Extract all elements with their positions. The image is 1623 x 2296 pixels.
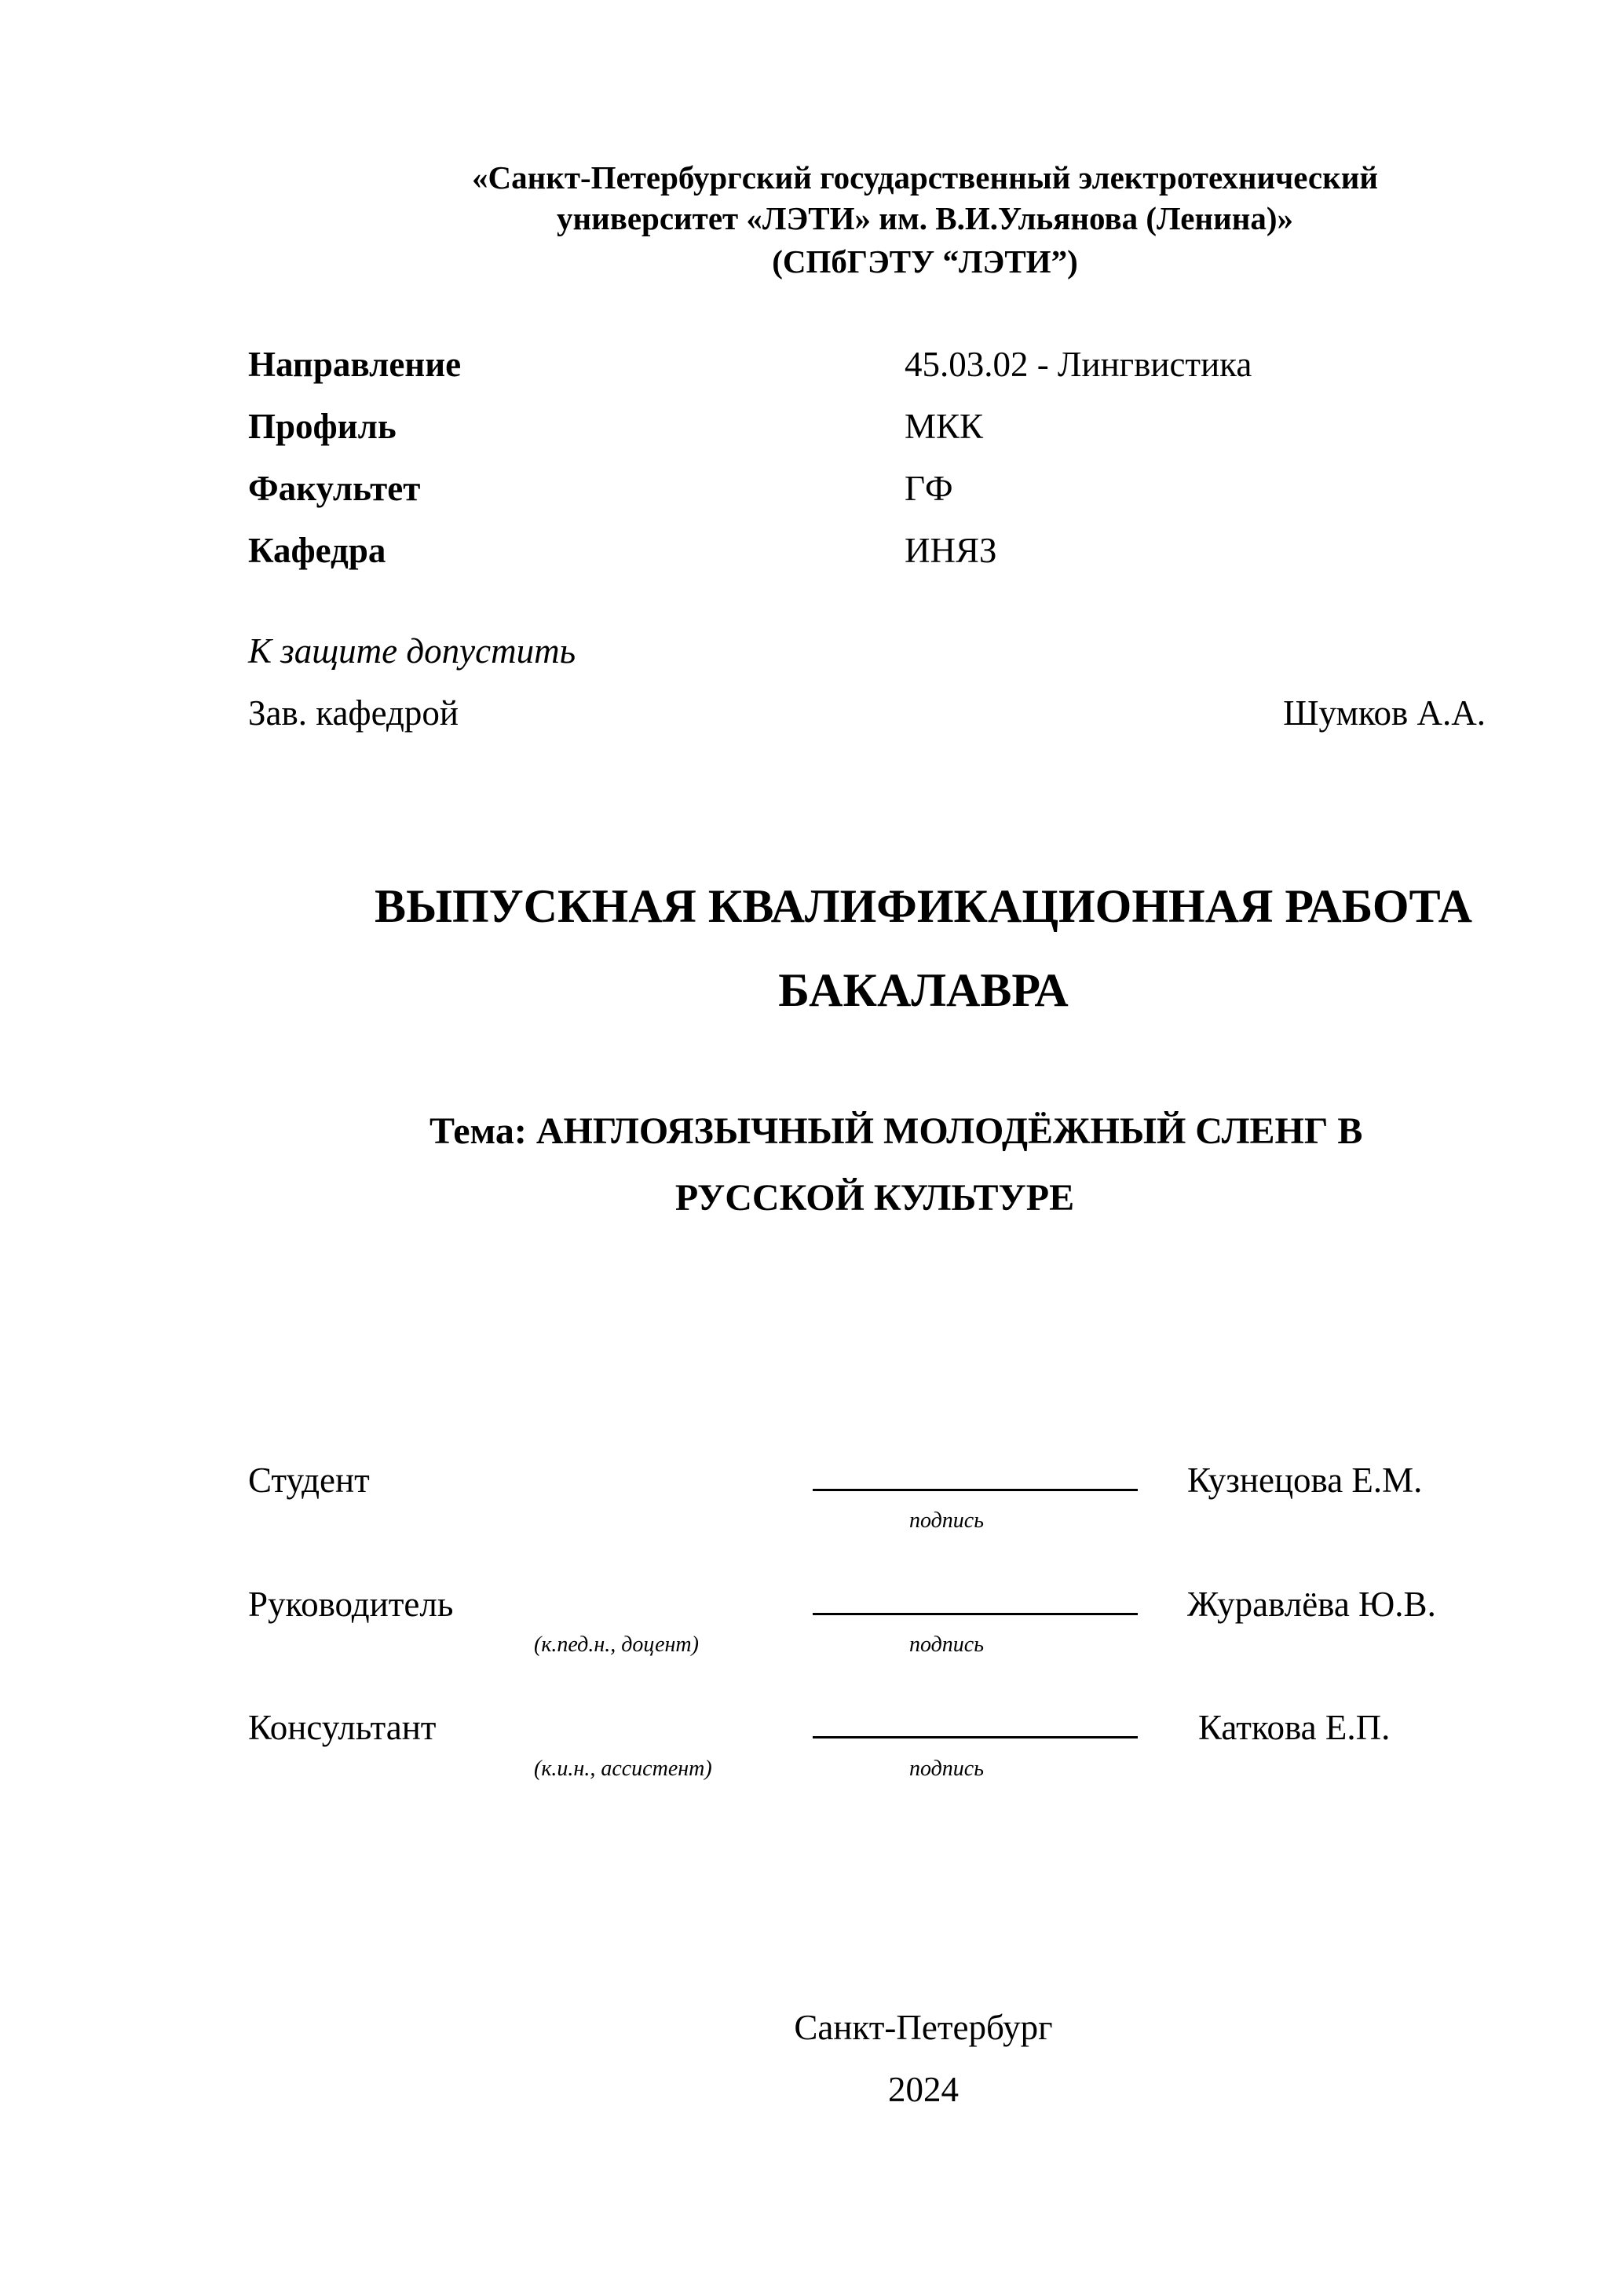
supervisor-signature-line (813, 1613, 1138, 1615)
head-of-department-label: Зав. кафедрой (248, 693, 459, 733)
direction-label: Направление (248, 345, 462, 384)
student-signature-caption: подпись (909, 1508, 984, 1533)
university-name-line1: «Санкт-Петербургский государственный электротехнический (472, 159, 1378, 196)
head-of-department-name: Шумков А.А. (1283, 693, 1486, 733)
department-label: Кафедра (248, 531, 386, 570)
student-signature-line (813, 1489, 1138, 1491)
profile-label: Профиль (248, 407, 397, 446)
university-abbreviation: (СПбГЭТУ “ЛЭТИ”) (772, 243, 1078, 280)
student-name: Кузнецова Е.М. (1187, 1461, 1423, 1500)
student-role: Студент (248, 1461, 370, 1500)
department-value: ИНЯЗ (905, 531, 997, 570)
supervisor-role: Руководитель (248, 1585, 454, 1624)
footer-year: 2024 (888, 2070, 959, 2109)
consultant-signature-caption: подпись (909, 1757, 984, 1781)
document-title-line1: ВЫПУСКНАЯ КВАЛИФИКАЦИОННАЯ РАБОТА (375, 880, 1472, 932)
direction-value: 45.03.02 - Лингвистика (905, 345, 1252, 384)
faculty-label: Факультет (248, 469, 421, 508)
topic-line1: Тема: АНГЛОЯЗЫЧНЫЙ МОЛОДЁЖНЫЙ СЛЕНГ В (430, 1110, 1363, 1152)
approval-text: К защите допустить (248, 631, 576, 671)
supervisor-name: Журавлёва Ю.В. (1187, 1585, 1436, 1624)
consultant-degree: (к.и.н., ассистент) (534, 1757, 712, 1781)
profile-value: МКК (905, 407, 984, 446)
consultant-role: Консультант (248, 1708, 437, 1747)
document-title-line2: БАКАЛАВРА (778, 964, 1069, 1016)
university-name-line2: университет «ЛЭТИ» им. В.И.Ульянова (Ленина)» (556, 200, 1294, 236)
footer-city: Санкт-Петербург (794, 2008, 1053, 2047)
faculty-value: ГФ (905, 469, 953, 508)
supervisor-signature-caption: подпись (909, 1632, 984, 1657)
consultant-signature-line (813, 1736, 1138, 1738)
supervisor-degree: (к.пед.н., доцент) (534, 1632, 699, 1657)
topic-line2: РУССКОЙ КУЛЬТУРЕ (674, 1177, 1075, 1219)
consultant-name: Каткова Е.П. (1198, 1708, 1391, 1747)
